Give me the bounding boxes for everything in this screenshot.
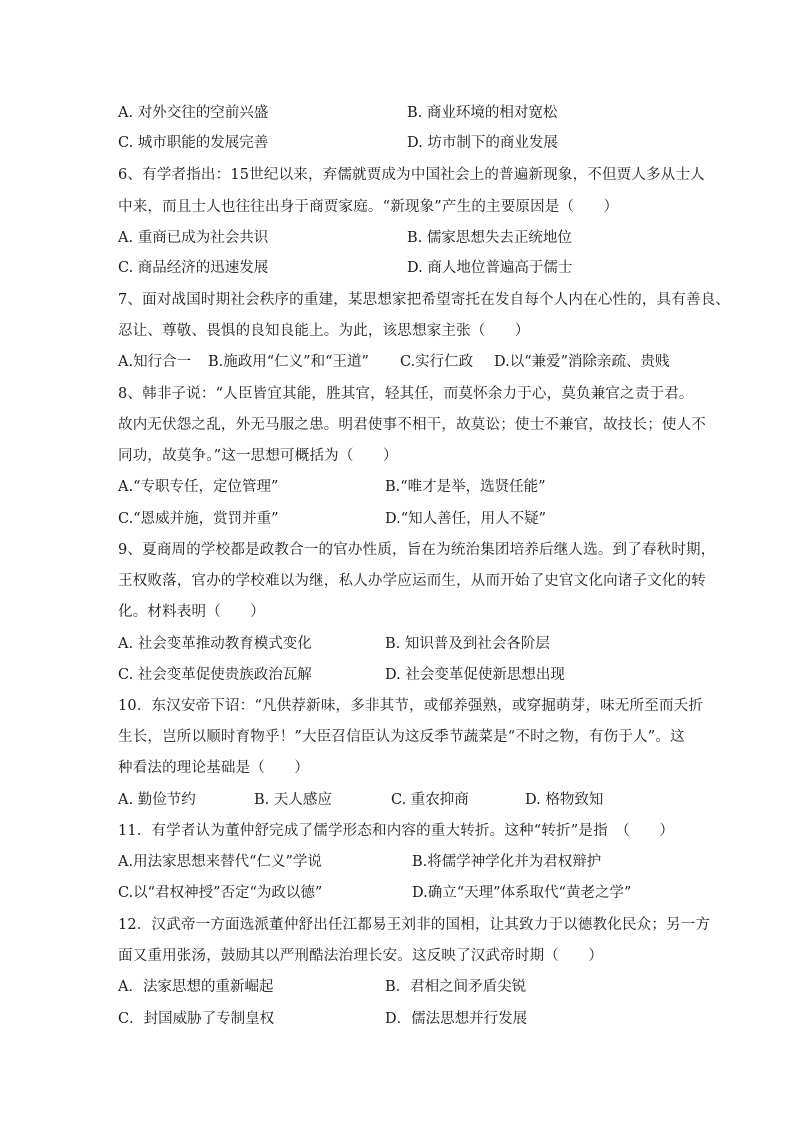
q9-stem-line-1: 9、夏商周的学校都是政教合一的官办性质，旨在为统治集团培养后继人选。到了春秋时期， — [118, 542, 716, 558]
q5-option-b[interactable]: B. 商业环境的相对宽松 — [407, 105, 558, 121]
q5-option-d[interactable]: D. 坊市制下的商业发展 — [407, 135, 558, 151]
q10-option-d[interactable]: D. 格物致知 — [525, 792, 604, 808]
q8-option-d[interactable]: D.“知人善任，用人不疑” — [385, 511, 547, 527]
q11-stem-line-1: 11．有学者认为董仲舒完成了儒学形态和内容的重大转折。这种“转折”是指 （ ） — [118, 823, 675, 839]
q10-option-a[interactable]: A. 勤俭节约 — [118, 792, 196, 808]
q9-stem-line-3: 化。材料表明（ ） — [118, 604, 265, 620]
q9-option-c[interactable]: C. 社会变革促使贵族政治瓦解 — [118, 667, 312, 683]
q7-option-d[interactable]: D.以“兼爱”消除亲疏、贵贱 — [494, 354, 670, 370]
q7-stem-line-2: 忍让、尊敬、畏惧的良知良能上。为此，该思想家主张（ ） — [118, 323, 530, 339]
q10-stem-line-1: 10．东汉安帝下诏：“凡供荐新味，多非其节，或郁养强熟，或穿掘萌芽，味无所至而夭折 — [118, 698, 704, 714]
q12-stem-line-2: 面又重用张汤，鼓励其以严刑酷法治理长安。这反映了汉武帝时期（ ） — [118, 948, 604, 964]
q12-option-b[interactable]: B．君相之间矛盾尖锐 — [385, 979, 527, 995]
q8-option-b[interactable]: B.“唯才是举，选贤任能” — [385, 479, 546, 495]
q8-option-c[interactable]: C.“恩威并施，赏罚并重” — [118, 511, 279, 527]
q7-option-b[interactable]: B.施政用“仁义”和“王道” — [208, 354, 369, 370]
q11-option-c[interactable]: C.以“君权神授”否定“为政以德” — [118, 885, 323, 901]
q9-stem-line-2: 王权败落，官办的学校难以为继，私人办学应运而生，从而开始了史官文化向诸子文化的转 — [118, 573, 706, 589]
q8-stem-line-3: 同功，故莫争。”这一思想可概括为（ ） — [118, 448, 398, 464]
q6-option-d[interactable]: D. 商人地位普遍高于儒士 — [407, 260, 573, 276]
q10-option-c[interactable]: C. 重农抑商 — [391, 792, 469, 808]
q9-option-d[interactable]: D. 社会变革促使新思想出现 — [385, 667, 565, 683]
q10-stem-line-2: 生长，岂所以顺时育物乎！”大臣召信臣认为这反季节蔬菜是“不时之物，有伤于人”。这 — [118, 729, 685, 745]
q9-option-b[interactable]: B. 知识普及到社会各阶层 — [385, 636, 550, 652]
q6-stem-line-1: 6、有学者指出：15世纪以来，弃儒就贾成为中国社会上的普遍新现象，不但贾人多从士人 — [118, 167, 705, 183]
q11-option-d[interactable]: D.确立“天理”体系取代“黄老之学” — [412, 885, 632, 901]
q11-option-b[interactable]: B.将儒学神学化并为君权辩护 — [412, 854, 602, 870]
q8-stem-line-2: 故内无伏怨之乱，外无马服之患。明君使事不相干，故莫讼；使士不兼官，故技长；使人不 — [118, 417, 706, 433]
q10-option-b[interactable]: B. 天人感应 — [254, 792, 332, 808]
q6-option-b[interactable]: B. 儒家思想失去正统地位 — [407, 230, 572, 246]
q6-option-c[interactable]: C. 商品经济的迅速发展 — [118, 260, 269, 276]
q9-option-a[interactable]: A. 社会变革推动教育模式变化 — [118, 636, 312, 652]
q10-stem-line-3: 种看法的理论基础是（ ） — [118, 760, 310, 776]
q6-stem-line-2: 中来，而且士人也往往出身于商贾家庭。“新现象”产生的主要原因是（ ） — [118, 199, 619, 215]
q12-option-a[interactable]: A．法家思想的重新崛起 — [118, 979, 274, 995]
q7-stem-line-1: 7、面对战国时期社会秩序的重建，某思想家把希望寄托在发自每个人内在心性的，具有善良、 — [118, 292, 731, 308]
q12-stem-line-1: 12．汉武帝一方面选派董仲舒出任江都易王刘非的国相，让其致力于以德教化民众；另一方 — [118, 917, 711, 933]
q11-option-a[interactable]: A.用法家思想来替代“仁义”学说 — [118, 854, 322, 870]
q7-option-c[interactable]: C.实行仁政 — [400, 354, 474, 370]
q7-option-a[interactable]: A.知行合一 — [118, 354, 192, 370]
q6-option-a[interactable]: A. 重商已成为社会共识 — [118, 230, 269, 246]
q12-option-c[interactable]: C．封国威胁了专制皇权 — [118, 1011, 275, 1027]
q8-option-a[interactable]: A.“专职专任，定位管理” — [118, 479, 279, 495]
q5-option-c[interactable]: C. 城市职能的发展完善 — [118, 135, 269, 151]
q5-option-a[interactable]: A. 对外交往的空前兴盛 — [118, 105, 269, 121]
q12-option-d[interactable]: D．儒法思想并行发展 — [385, 1011, 528, 1027]
q8-stem-line-1: 8、韩非子说：“人臣皆宜其能，胜其官，轻其任，而莫怀余力于心，莫负兼官之责于君。 — [118, 386, 694, 402]
